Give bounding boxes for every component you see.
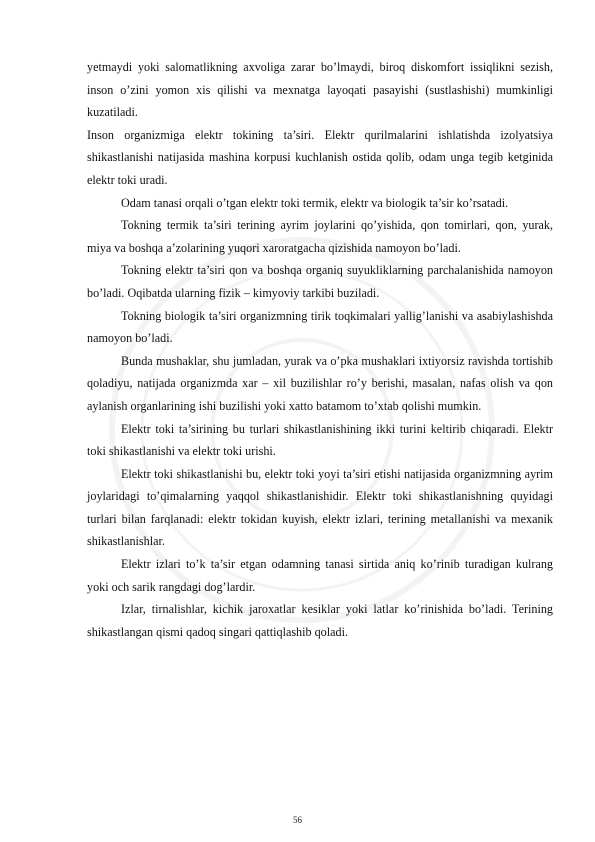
paragraph: Elektr izlari to’k ta’sir etgan odamning tanasi sirtida aniq ko’rinib turadigan kulrang yoki och sarik rangdagi dog’lardir. <box>87 557 553 594</box>
paragraph: Elektr toki shikastlanishi bu, elektr toki yoyi ta’siri etishi natijasida organizmning ayrim joylaridagi to’qimalarning yaqqol shikastlanishidir. Elektr toki shikastlanishning quyidagi turlari bilan farqlanadi: elektr tokidan kuyish, elektr izlari, terining metallanishi va mexanik shikastlanishlar. <box>87 466 553 549</box>
paragraph: Tokning termik ta’siri terining ayrim joylarini qo’yishida, qon tomirlari, qon, yurak, miya va boshqa a’zolarining yuqori xaroratgacha qizishida namoyon bo’ladi. <box>87 218 553 255</box>
page-number: 56 <box>293 815 302 825</box>
paragraph: yetmaydi yoki salomatlikning axvoliga zarar bo’lmaydi, biroq diskomfort issiqlikni sezish, inson o’zini yomon xis qilishi va mexnatga layoqati pasayishi (sustlashishi) mumkinligi kuzatiladi. <box>87 60 553 120</box>
body-text <box>87 56 553 643</box>
paragraph: Bunda mushaklar, shu jumladan, yurak va o’pka mushaklari ixtiyorsiz ravishda tortishib qoladiyu, natijada organizmda xar – xil buzilishlar ro’y berishi, masalan, nafas olish va qon aylanish organlarining ishi buzilishi yoki xatto batamom to’xtab qolishi mumkin. <box>87 353 553 413</box>
paragraph: Tokning biologik ta’siri organizmning tirik toqkimalari yallig’lanishi va asabiylashishda namoyon bo’ladi. <box>87 308 553 346</box>
paragraph: Odam tanasi orqali o’tgan elektr toki termik, elektr va biologik ta’sir ko’rsatadi. <box>121 195 509 210</box>
paragraph: Inson organizmiga elektr tokining ta’siri. Elektr qurilmalarini ishlatishda izolyatsiya shikastlanishi natijasida mashina korpusi kuchlanish ostida qolib, odam unga tegib ketginida elektr toki uradi. <box>87 127 553 187</box>
paragraph: Izlar, tirnalishlar, kichik jaroxatlar kesiklar yoki latlar ko’rinishida bo’ladi. Terining shikastlangan qismi qadoq singari qattiqlashib qoladi. <box>87 602 553 639</box>
paragraph: Tokning elektr ta’siri qon va boshqa organiq suyukliklarning parchalanishida namoyon bo’ladi. Oqibatda ularning fizik – kimyoviy tarkibi buziladi. <box>87 263 553 300</box>
paragraph: Elektr toki ta’sirining bu turlari shikastlanishining ikki turini keltirib chiqaradi. Elektr toki shikastlanishi va elektr toki urishi. <box>87 421 553 459</box>
